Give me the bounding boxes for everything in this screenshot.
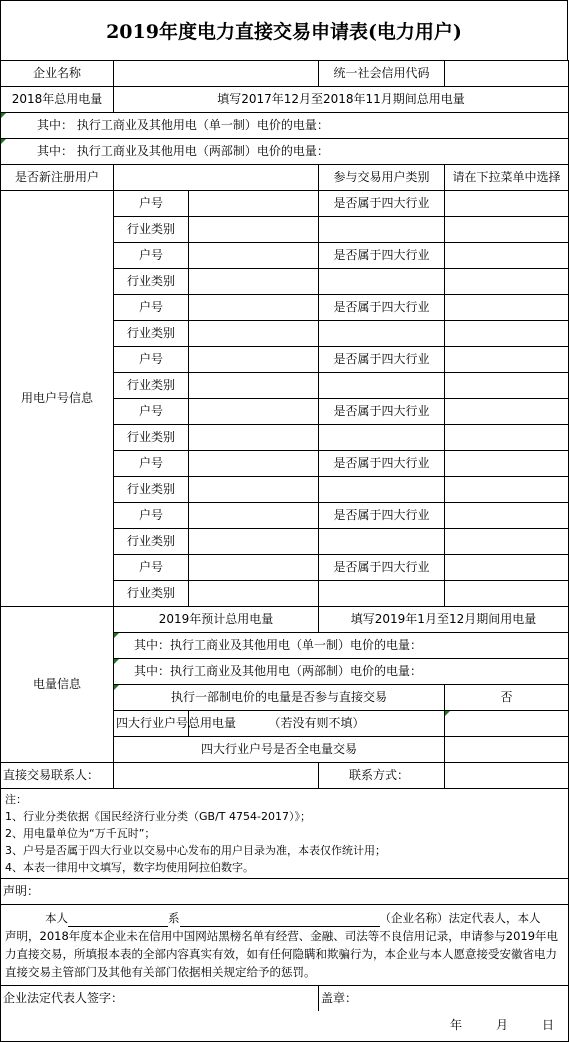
industry-category-label: 行业类别 bbox=[114, 477, 189, 503]
industry-extra-input[interactable] bbox=[445, 477, 569, 503]
company-name-input[interactable] bbox=[114, 61, 319, 87]
industry-category-input[interactable] bbox=[189, 581, 319, 607]
four-major-select[interactable] bbox=[445, 243, 569, 269]
day-label: 日 bbox=[541, 1018, 554, 1033]
total-2018-input[interactable]: 填写2017年12月至2018年11月期间总用电量 bbox=[114, 87, 569, 113]
industry-category-input[interactable] bbox=[189, 425, 319, 451]
notes-heading: 注： bbox=[5, 793, 27, 806]
user-category-select[interactable]: 请在下拉菜单中选择 bbox=[445, 165, 569, 191]
account-no-label: 户号 bbox=[114, 503, 189, 529]
four-major-select[interactable] bbox=[445, 399, 569, 425]
industry-category-input[interactable] bbox=[189, 217, 319, 243]
industry-extra-input[interactable] bbox=[445, 373, 569, 399]
company-blank[interactable] bbox=[180, 912, 380, 927]
four-major-select[interactable] bbox=[445, 451, 569, 477]
single-rate-2019-field[interactable]: 其中：执行工商业及其他用电（单一制）电价的电量： bbox=[114, 633, 569, 659]
account-no-input[interactable] bbox=[189, 451, 319, 477]
industry-category-label: 行业类别 bbox=[114, 321, 189, 347]
industry-extra-input[interactable] bbox=[445, 269, 569, 295]
month-label: 月 bbox=[495, 1018, 508, 1033]
two-part-2018-field[interactable]: 其中： 执行工商业及其他用电（两部制）电价的电量： bbox=[1, 139, 569, 165]
four-major-label: 是否属于四大行业 bbox=[319, 399, 445, 425]
contact-person-input[interactable] bbox=[114, 763, 319, 789]
account-no-label: 户号 bbox=[114, 243, 189, 269]
industry-category-label: 行业类别 bbox=[114, 269, 189, 295]
industry-code-input[interactable] bbox=[319, 581, 445, 607]
year-label: 年 bbox=[449, 1018, 462, 1033]
account-no-input[interactable] bbox=[189, 503, 319, 529]
declaration-heading: 声明： bbox=[1, 879, 569, 905]
four-major-total-input[interactable]: （若没有则不填） bbox=[189, 711, 445, 737]
application-form bbox=[0, 60, 569, 1042]
declaration-text bbox=[1, 905, 569, 986]
four-major-label: 是否属于四大行业 bbox=[319, 555, 445, 581]
company-name-label: 企业名称 bbox=[1, 61, 114, 87]
new-registered-input[interactable] bbox=[114, 165, 319, 191]
industry-extra-input[interactable] bbox=[445, 581, 569, 607]
seal-field[interactable]: 盖章： bbox=[319, 986, 569, 1012]
forecast-2019-label: 2019年预计总用电量 bbox=[114, 607, 319, 633]
declaration-p2: 系 bbox=[168, 911, 180, 925]
declaration-body: 声明，2018年度本企业未在信用中国网站黑榜名单有经营、金融、司法等不良信用记录，申请参与2019年电力直接交易，所填报本表的全部内容真实有效，如有任何隐瞒和欺骗行为，本企业与本人愿意接受安徽省电力直接交易主管部门及其他有关部门依据相关规定给予的惩罚。 bbox=[5, 929, 559, 979]
industry-category-input[interactable] bbox=[189, 269, 319, 295]
industry-extra-input[interactable] bbox=[445, 321, 569, 347]
account-no-label: 户号 bbox=[114, 399, 189, 425]
industry-extra-input[interactable] bbox=[445, 529, 569, 555]
credit-code-input[interactable] bbox=[445, 61, 569, 87]
industry-category-input[interactable] bbox=[189, 321, 319, 347]
industry-extra-input[interactable] bbox=[445, 217, 569, 243]
industry-code-input[interactable] bbox=[319, 529, 445, 555]
four-major-label: 是否属于四大行业 bbox=[319, 243, 445, 269]
form-title: 2019年度电力直接交易申请表(电力用户) bbox=[0, 0, 568, 60]
four-major-total-extra[interactable] bbox=[445, 711, 569, 737]
account-no-label: 户号 bbox=[114, 555, 189, 581]
industry-category-label: 行业类别 bbox=[114, 217, 189, 243]
account-no-input[interactable] bbox=[189, 555, 319, 581]
account-no-label: 户号 bbox=[114, 295, 189, 321]
declaration-p3: （企业名称）法定代表人，本人 bbox=[379, 911, 541, 925]
industry-code-input[interactable] bbox=[319, 477, 445, 503]
contact-method-input[interactable] bbox=[445, 763, 569, 789]
account-no-label: 户号 bbox=[114, 347, 189, 373]
power-info-label: 电量信息 bbox=[1, 607, 114, 763]
four-major-select[interactable] bbox=[445, 295, 569, 321]
four-major-select[interactable] bbox=[445, 555, 569, 581]
date-row bbox=[1, 1011, 569, 1041]
note-item: 4、本表一律用中文填写，数字均使用阿拉伯数字。 bbox=[5, 861, 254, 874]
note-item: 1、行业分类依据《国民经济行业分类（GB/T 4754-2017）》； bbox=[5, 810, 311, 823]
four-major-label: 是否属于四大行业 bbox=[319, 503, 445, 529]
contact-method-label: 联系方式： bbox=[319, 763, 445, 789]
contact-person-label: 直接交易联系人： bbox=[1, 763, 114, 789]
industry-code-input[interactable] bbox=[319, 425, 445, 451]
user-category-label: 参与交易用户类别 bbox=[319, 165, 445, 191]
account-no-label: 户号 bbox=[114, 451, 189, 477]
declaration-p1: 本人 bbox=[45, 911, 68, 925]
four-major-label: 是否属于四大行业 bbox=[319, 347, 445, 373]
four-major-all-label: 四大行业户号是否全电量交易 bbox=[114, 737, 445, 763]
industry-code-input[interactable] bbox=[319, 373, 445, 399]
note-item: 3、户号是否属于四大行业以交易中心发布的用户目录为准，本表仅作统计用； bbox=[5, 844, 386, 857]
four-major-select[interactable] bbox=[445, 347, 569, 373]
account-no-input[interactable] bbox=[189, 399, 319, 425]
industry-extra-input[interactable] bbox=[445, 425, 569, 451]
credit-code-label: 统一社会信用代码 bbox=[319, 61, 445, 87]
new-registered-label: 是否新注册用户 bbox=[1, 165, 114, 191]
notes-section bbox=[1, 789, 569, 879]
four-major-total-label: 四大行业户号总用电量 bbox=[114, 711, 189, 737]
four-major-label: 是否属于四大行业 bbox=[319, 191, 445, 217]
account-no-input[interactable] bbox=[189, 295, 319, 321]
industry-category-label: 行业类别 bbox=[114, 581, 189, 607]
industry-code-input[interactable] bbox=[319, 217, 445, 243]
industry-code-input[interactable] bbox=[319, 269, 445, 295]
account-no-input[interactable] bbox=[189, 191, 319, 217]
industry-category-label: 行业类别 bbox=[114, 425, 189, 451]
forecast-2019-input[interactable]: 填写2019年1月至12月期间用电量 bbox=[319, 607, 569, 633]
industry-category-input[interactable] bbox=[189, 373, 319, 399]
note-item: 2、用电量单位为“万千瓦时”； bbox=[5, 827, 156, 840]
account-no-input[interactable] bbox=[189, 243, 319, 269]
industry-code-input[interactable] bbox=[319, 321, 445, 347]
total-2018-label: 2018年总用电量 bbox=[1, 87, 114, 113]
single-rate-2018-field[interactable]: 其中： 执行工商业及其他用电（单一制）电价的电量： bbox=[1, 113, 569, 139]
industry-category-input[interactable] bbox=[189, 477, 319, 503]
four-major-label: 是否属于四大行业 bbox=[319, 295, 445, 321]
name-blank[interactable] bbox=[68, 912, 168, 927]
two-part-participate-select[interactable]: 否 bbox=[445, 685, 569, 711]
two-part-participate-label: 执行一部制电价的电量是否参与直接交易 bbox=[114, 685, 445, 711]
four-major-label: 是否属于四大行业 bbox=[319, 451, 445, 477]
industry-category-label: 行业类别 bbox=[114, 373, 189, 399]
four-major-select[interactable] bbox=[445, 191, 569, 217]
account-no-label: 户号 bbox=[114, 191, 189, 217]
account-info-label: 用电户号信息 bbox=[1, 191, 114, 607]
account-no-input[interactable] bbox=[189, 347, 319, 373]
legal-rep-signature[interactable]: 企业法定代表人签字： bbox=[1, 986, 319, 1012]
industry-category-label: 行业类别 bbox=[114, 529, 189, 555]
industry-category-input[interactable] bbox=[189, 529, 319, 555]
four-major-all-select[interactable] bbox=[445, 737, 569, 763]
four-major-select[interactable] bbox=[445, 503, 569, 529]
two-part-2019-field[interactable]: 其中：执行工商业及其他用电（两部制）电价的电量： bbox=[114, 659, 569, 685]
